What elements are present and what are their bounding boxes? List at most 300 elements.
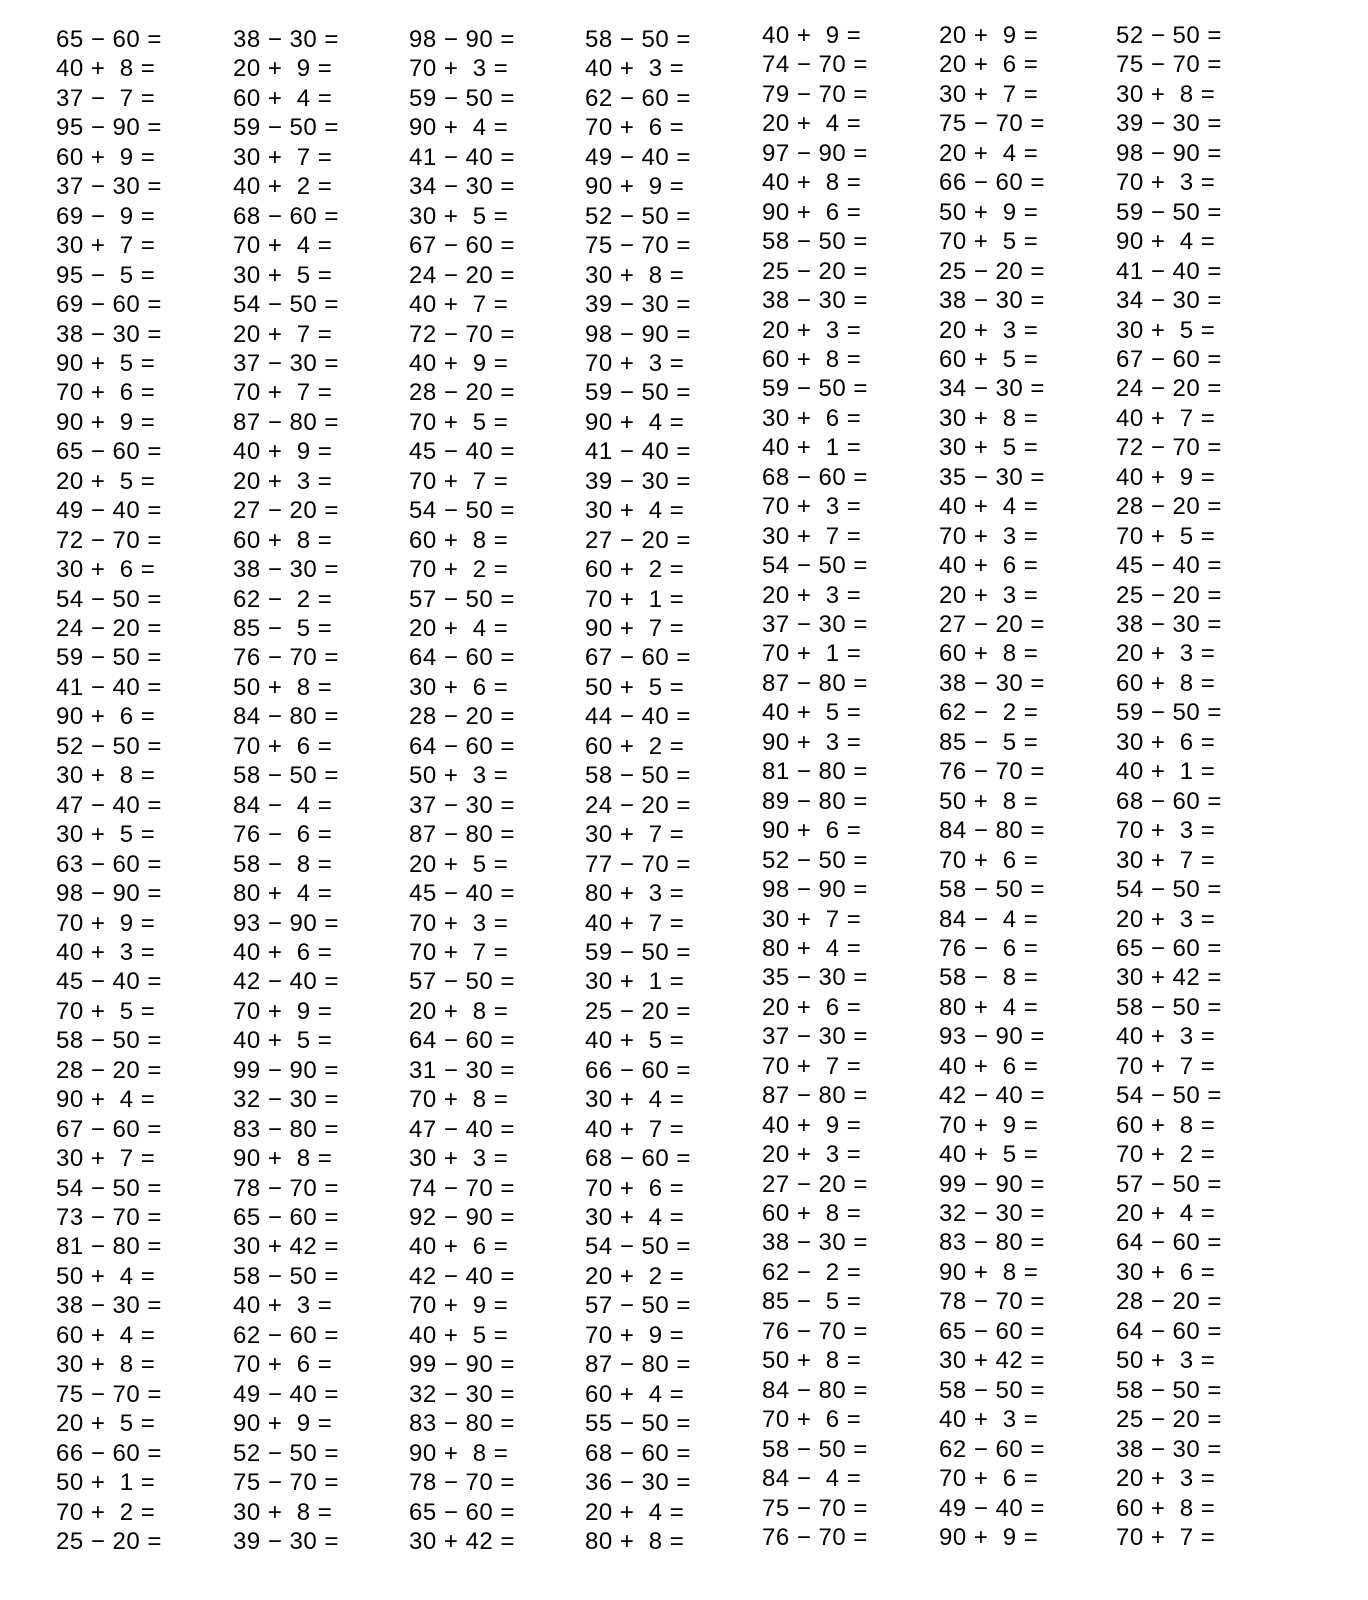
problem-r25-c1: 52 − 50 = xyxy=(56,732,162,760)
problem-r22-c1: 59 − 50 = xyxy=(56,644,162,672)
problem-r6-c5: 40 + 8 = xyxy=(762,169,862,197)
problem-r4-c2: 59 − 50 = xyxy=(233,114,339,142)
problem-r4-c4: 70 + 6 = xyxy=(585,114,685,142)
problem-r21-c2: 85 − 5 = xyxy=(233,615,333,642)
problem-r43-c5: 62 − 2 = xyxy=(762,1258,862,1286)
problem-r42-c6: 83 − 80 = xyxy=(939,1229,1045,1257)
problem-r24-c5: 40 + 5 = xyxy=(762,699,862,727)
problem-r5-c5: 97 − 90 = xyxy=(762,139,868,167)
problem-r8-c4: 75 − 70 = xyxy=(585,232,691,260)
problem-r39-c3: 30 + 3 = xyxy=(409,1145,509,1173)
problem-r7-c6: 50 + 9 = xyxy=(939,198,1039,226)
problem-r51-c4: 20 + 4 = xyxy=(585,1498,685,1526)
problem-r8-c6: 70 + 5 = xyxy=(939,228,1039,256)
problem-r16-c3: 70 + 7 = xyxy=(409,467,509,495)
problem-r26-c5: 81 − 80 = xyxy=(762,758,868,786)
problem-r43-c2: 58 − 50 = xyxy=(233,1262,339,1290)
problem-r30-c4: 80 + 3 = xyxy=(585,880,685,908)
problem-r29-c5: 52 − 50 = xyxy=(762,846,868,874)
problem-r38-c5: 40 + 9 = xyxy=(762,1111,862,1139)
problem-r30-c7: 54 − 50 = xyxy=(1116,876,1222,904)
problem-r18-c6: 70 + 3 = xyxy=(939,522,1039,550)
problem-r6-c2: 40 + 2 = xyxy=(233,173,333,201)
problem-r38-c2: 83 − 80 = xyxy=(233,1115,339,1143)
problem-r8-c3: 67 − 60 = xyxy=(409,232,515,260)
problem-r38-c4: 40 + 7 = xyxy=(585,1115,685,1143)
problem-r41-c3: 92 − 90 = xyxy=(409,1204,515,1231)
problem-r34-c4: 25 − 20 = xyxy=(585,997,691,1025)
problem-r35-c3: 64 − 60 = xyxy=(409,1027,515,1055)
problem-r28-c5: 90 + 6 = xyxy=(762,817,862,845)
problem-r37-c5: 87 − 80 = xyxy=(762,1082,868,1110)
problem-r24-c7: 59 − 50 = xyxy=(1116,699,1222,727)
problem-r14-c4: 90 + 4 = xyxy=(585,408,685,436)
problem-r48-c4: 55 − 50 = xyxy=(585,1410,691,1438)
problem-r50-c1: 50 + 1 = xyxy=(56,1469,156,1497)
problem-r35-c5: 37 − 30 = xyxy=(762,1023,868,1051)
problem-r48-c5: 70 + 6 = xyxy=(762,1406,862,1434)
problem-r7-c3: 30 + 5 = xyxy=(409,202,509,230)
problem-r27-c7: 68 − 60 = xyxy=(1116,787,1222,815)
problem-r4-c5: 20 + 4 = xyxy=(762,110,862,138)
problem-r40-c1: 54 − 50 = xyxy=(56,1174,162,1202)
problem-r47-c3: 32 − 30 = xyxy=(409,1380,515,1408)
problem-r39-c2: 90 + 8 = xyxy=(233,1145,333,1173)
problem-r32-c7: 65 − 60 = xyxy=(1116,934,1222,962)
problem-r19-c2: 38 − 30 = xyxy=(233,556,339,584)
problem-r44-c1: 38 − 30 = xyxy=(56,1292,162,1320)
problem-r36-c3: 31 − 30 = xyxy=(409,1056,515,1084)
problem-r38-c7: 60 + 8 = xyxy=(1116,1111,1216,1139)
problem-r3-c2: 60 + 4 = xyxy=(233,84,333,112)
problem-r9-c1: 95 − 5 = xyxy=(56,261,156,289)
problem-r27-c4: 24 − 20 = xyxy=(585,791,691,819)
problem-r42-c4: 54 − 50 = xyxy=(585,1233,691,1261)
problem-r4-c7: 39 − 30 = xyxy=(1116,110,1222,138)
problem-r5-c3: 41 − 40 = xyxy=(409,143,515,171)
problem-r28-c3: 87 − 80 = xyxy=(409,821,515,849)
problem-r2-c7: 75 − 70 = xyxy=(1116,51,1222,79)
problem-r3-c1: 37 − 7 = xyxy=(56,84,156,112)
problem-r23-c7: 60 + 8 = xyxy=(1116,669,1216,697)
problem-r14-c2: 87 − 80 = xyxy=(233,408,339,436)
problem-r36-c4: 66 − 60 = xyxy=(585,1056,691,1084)
problem-r30-c3: 45 − 40 = xyxy=(409,880,515,908)
problem-r9-c4: 30 + 8 = xyxy=(585,261,685,289)
problem-r39-c5: 20 + 3 = xyxy=(762,1141,862,1169)
problem-r21-c6: 27 − 20 = xyxy=(939,611,1045,638)
problem-r11-c7: 30 + 5 = xyxy=(1116,316,1216,344)
problem-r16-c6: 35 − 30 = xyxy=(939,463,1045,491)
problem-r12-c5: 60 + 8 = xyxy=(762,345,862,373)
problem-r28-c1: 30 + 5 = xyxy=(56,821,156,849)
problem-r25-c5: 90 + 3 = xyxy=(762,728,862,756)
problem-r8-c7: 90 + 4 = xyxy=(1116,228,1216,256)
problem-r47-c4: 60 + 4 = xyxy=(585,1380,685,1408)
problem-r6-c4: 90 + 9 = xyxy=(585,173,685,201)
problem-r39-c4: 68 − 60 = xyxy=(585,1145,691,1173)
problem-r2-c4: 40 + 3 = xyxy=(585,55,685,83)
problem-r14-c3: 70 + 5 = xyxy=(409,408,509,436)
problem-r16-c1: 20 + 5 = xyxy=(56,467,156,495)
problem-r21-c7: 38 − 30 = xyxy=(1116,611,1222,638)
problem-r9-c2: 30 + 5 = xyxy=(233,261,333,289)
problem-r24-c3: 28 − 20 = xyxy=(409,703,515,731)
problem-r1-c5: 40 + 9 = xyxy=(762,22,862,49)
problem-r40-c7: 57 − 50 = xyxy=(1116,1170,1222,1198)
problem-r19-c7: 45 − 40 = xyxy=(1116,552,1222,580)
problem-r32-c3: 70 + 7 = xyxy=(409,938,509,966)
problem-r44-c2: 40 + 3 = xyxy=(233,1292,333,1320)
problem-r42-c2: 30 + 42 = xyxy=(233,1233,339,1261)
problem-r42-c5: 38 − 30 = xyxy=(762,1229,868,1257)
problem-r32-c1: 40 + 3 = xyxy=(56,938,156,966)
problem-r51-c2: 30 + 8 = xyxy=(233,1498,333,1526)
problem-r43-c4: 20 + 2 = xyxy=(585,1262,685,1290)
problem-r1-c3: 98 − 90 = xyxy=(409,26,515,53)
problem-r14-c7: 40 + 7 = xyxy=(1116,404,1216,432)
problem-r33-c7: 30 + 42 = xyxy=(1116,964,1222,992)
problem-r10-c4: 39 − 30 = xyxy=(585,291,691,319)
problem-r46-c3: 99 − 90 = xyxy=(409,1351,515,1379)
problem-r46-c2: 70 + 6 = xyxy=(233,1351,333,1379)
problem-r25-c7: 30 + 6 = xyxy=(1116,728,1216,756)
problem-r50-c7: 20 + 3 = xyxy=(1116,1465,1216,1493)
problem-r20-c5: 20 + 3 = xyxy=(762,581,862,609)
problem-r2-c5: 74 − 70 = xyxy=(762,51,868,79)
problem-r42-c3: 40 + 6 = xyxy=(409,1233,509,1261)
problem-r38-c1: 67 − 60 = xyxy=(56,1115,162,1143)
problem-r32-c2: 40 + 6 = xyxy=(233,938,333,966)
problem-r36-c5: 70 + 7 = xyxy=(762,1052,862,1080)
problem-r49-c1: 66 − 60 = xyxy=(56,1439,162,1467)
problem-r15-c4: 41 − 40 = xyxy=(585,438,691,466)
problem-r49-c7: 38 − 30 = xyxy=(1116,1435,1222,1463)
problem-r30-c5: 98 − 90 = xyxy=(762,876,868,904)
problem-r39-c6: 40 + 5 = xyxy=(939,1141,1039,1169)
problem-r40-c4: 70 + 6 = xyxy=(585,1174,685,1202)
problem-r40-c3: 74 − 70 = xyxy=(409,1174,515,1202)
problem-r43-c7: 30 + 6 = xyxy=(1116,1258,1216,1286)
problem-r12-c4: 70 + 3 = xyxy=(585,349,685,377)
problem-r26-c1: 30 + 8 = xyxy=(56,762,156,790)
problem-r48-c6: 40 + 3 = xyxy=(939,1406,1039,1434)
problem-r29-c7: 30 + 7 = xyxy=(1116,846,1216,874)
problem-r34-c1: 70 + 5 = xyxy=(56,997,156,1025)
problem-r12-c2: 37 − 30 = xyxy=(233,349,339,377)
problem-r11-c6: 20 + 3 = xyxy=(939,316,1039,344)
problem-r5-c4: 49 − 40 = xyxy=(585,143,691,171)
problem-r40-c5: 27 − 20 = xyxy=(762,1170,868,1198)
problem-r52-c1: 25 − 20 = xyxy=(56,1527,162,1555)
problem-r6-c1: 37 − 30 = xyxy=(56,173,162,201)
problem-r1-c2: 38 − 30 = xyxy=(233,26,339,53)
problem-r47-c7: 58 − 50 = xyxy=(1116,1376,1222,1404)
problem-r3-c7: 30 + 8 = xyxy=(1116,80,1216,108)
problem-r49-c4: 68 − 60 = xyxy=(585,1439,691,1467)
problem-r43-c3: 42 − 40 = xyxy=(409,1262,515,1290)
problem-r50-c2: 75 − 70 = xyxy=(233,1469,339,1497)
problem-r5-c6: 20 + 4 = xyxy=(939,139,1039,167)
problem-r9-c7: 41 − 40 = xyxy=(1116,257,1222,285)
problem-r26-c3: 50 + 3 = xyxy=(409,762,509,790)
problem-r1-c6: 20 + 9 = xyxy=(939,22,1039,49)
problem-r30-c2: 80 + 4 = xyxy=(233,880,333,908)
problem-r36-c2: 99 − 90 = xyxy=(233,1056,339,1084)
problem-r36-c1: 28 − 20 = xyxy=(56,1056,162,1084)
problem-r51-c1: 70 + 2 = xyxy=(56,1498,156,1526)
problem-r1-c7: 52 − 50 = xyxy=(1116,22,1222,49)
problem-r23-c2: 50 + 8 = xyxy=(233,673,333,701)
problem-r29-c6: 70 + 6 = xyxy=(939,846,1039,874)
problem-r41-c1: 73 − 70 = xyxy=(56,1204,162,1231)
problem-r37-c1: 90 + 4 = xyxy=(56,1086,156,1114)
problem-r20-c1: 54 − 50 = xyxy=(56,585,162,613)
problem-r31-c7: 20 + 3 = xyxy=(1116,905,1216,933)
problem-r45-c2: 62 − 60 = xyxy=(233,1321,339,1349)
problem-r31-c6: 84 − 4 = xyxy=(939,905,1039,933)
problem-r6-c3: 34 − 30 = xyxy=(409,173,515,201)
problem-r1-c4: 58 − 50 = xyxy=(585,26,691,53)
problem-r4-c6: 75 − 70 = xyxy=(939,110,1045,138)
problem-r36-c7: 70 + 7 = xyxy=(1116,1052,1216,1080)
problem-r32-c5: 80 + 4 = xyxy=(762,934,862,962)
problem-r18-c5: 30 + 7 = xyxy=(762,522,862,550)
problem-r20-c3: 57 − 50 = xyxy=(409,585,515,613)
problem-r35-c2: 40 + 5 = xyxy=(233,1027,333,1055)
problem-r49-c6: 62 − 60 = xyxy=(939,1435,1045,1463)
problem-r46-c4: 87 − 80 = xyxy=(585,1351,691,1379)
problem-r15-c5: 40 + 1 = xyxy=(762,434,862,462)
problem-r15-c7: 72 − 70 = xyxy=(1116,434,1222,462)
problem-r4-c3: 90 + 4 = xyxy=(409,114,509,142)
problem-r12-c6: 60 + 5 = xyxy=(939,345,1039,373)
problem-r17-c6: 40 + 4 = xyxy=(939,493,1039,521)
problem-r21-c1: 24 − 20 = xyxy=(56,615,162,642)
problem-r21-c3: 20 + 4 = xyxy=(409,615,509,642)
problem-r29-c2: 58 − 8 = xyxy=(233,850,333,878)
problem-r16-c2: 20 + 3 = xyxy=(233,467,333,495)
problem-r37-c7: 54 − 50 = xyxy=(1116,1082,1222,1110)
problem-r10-c2: 54 − 50 = xyxy=(233,291,339,319)
problem-r41-c2: 65 − 60 = xyxy=(233,1204,339,1231)
problem-r17-c3: 54 − 50 = xyxy=(409,497,515,525)
problem-r17-c1: 49 − 40 = xyxy=(56,497,162,525)
problem-r30-c6: 58 − 50 = xyxy=(939,876,1045,904)
problem-r14-c6: 30 + 8 = xyxy=(939,404,1039,432)
problem-r52-c5: 76 − 70 = xyxy=(762,1523,868,1551)
problem-r20-c4: 70 + 1 = xyxy=(585,585,685,613)
problem-r49-c5: 58 − 50 = xyxy=(762,1435,868,1463)
problem-r40-c2: 78 − 70 = xyxy=(233,1174,339,1202)
problem-r43-c6: 90 + 8 = xyxy=(939,1258,1039,1286)
problem-r24-c4: 44 − 40 = xyxy=(585,703,691,731)
problem-r8-c1: 30 + 7 = xyxy=(56,232,156,260)
problem-r41-c6: 32 − 30 = xyxy=(939,1200,1045,1227)
problem-r47-c2: 49 − 40 = xyxy=(233,1380,339,1408)
problem-r8-c2: 70 + 4 = xyxy=(233,232,333,260)
problem-r23-c3: 30 + 6 = xyxy=(409,673,509,701)
problem-r50-c3: 78 − 70 = xyxy=(409,1469,515,1497)
problem-r30-c1: 98 − 90 = xyxy=(56,880,162,908)
problem-r10-c3: 40 + 7 = xyxy=(409,291,509,319)
problem-r7-c7: 59 − 50 = xyxy=(1116,198,1222,226)
problem-r52-c6: 90 + 9 = xyxy=(939,1523,1039,1551)
problem-r37-c4: 30 + 4 = xyxy=(585,1086,685,1114)
problem-r4-c1: 95 − 90 = xyxy=(56,114,162,142)
problem-r10-c7: 34 − 30 = xyxy=(1116,287,1222,315)
problem-r2-c6: 20 + 6 = xyxy=(939,51,1039,79)
problem-r31-c3: 70 + 3 = xyxy=(409,909,509,937)
problem-r48-c1: 20 + 5 = xyxy=(56,1410,156,1438)
problem-r51-c3: 65 − 60 = xyxy=(409,1498,515,1526)
problem-r6-c6: 66 − 60 = xyxy=(939,169,1045,197)
problem-r20-c2: 62 − 2 = xyxy=(233,585,333,613)
problem-r37-c3: 70 + 8 = xyxy=(409,1086,509,1114)
problem-r13-c3: 28 − 20 = xyxy=(409,379,515,407)
problem-r39-c1: 30 + 7 = xyxy=(56,1145,156,1173)
problem-r44-c4: 57 − 50 = xyxy=(585,1292,691,1320)
problem-r21-c4: 90 + 7 = xyxy=(585,615,685,642)
problem-r29-c4: 77 − 70 = xyxy=(585,850,691,878)
problem-r22-c3: 64 − 60 = xyxy=(409,644,515,672)
problem-r7-c1: 69 − 9 = xyxy=(56,202,156,230)
problem-r16-c4: 39 − 30 = xyxy=(585,467,691,495)
problem-r45-c6: 65 − 60 = xyxy=(939,1317,1045,1345)
problem-r38-c6: 70 + 9 = xyxy=(939,1111,1039,1139)
problem-r1-c1: 65 − 60 = xyxy=(56,26,162,53)
problem-r7-c2: 68 − 60 = xyxy=(233,202,339,230)
problem-r44-c7: 28 − 20 = xyxy=(1116,1288,1222,1316)
problem-r5-c1: 60 + 9 = xyxy=(56,143,156,171)
problem-r51-c6: 49 − 40 = xyxy=(939,1494,1045,1522)
problem-r43-c1: 50 + 4 = xyxy=(56,1262,156,1290)
problem-r45-c5: 76 − 70 = xyxy=(762,1317,868,1345)
problem-r44-c3: 70 + 9 = xyxy=(409,1292,509,1320)
problem-r48-c3: 83 − 80 = xyxy=(409,1410,515,1438)
problem-r52-c7: 70 + 7 = xyxy=(1116,1523,1216,1551)
problem-r50-c5: 84 − 4 = xyxy=(762,1465,862,1493)
problem-r11-c1: 38 − 30 = xyxy=(56,320,162,348)
problem-r37-c6: 42 − 40 = xyxy=(939,1082,1045,1110)
problem-r14-c5: 30 + 6 = xyxy=(762,404,862,432)
problem-r52-c3: 30 + 42 = xyxy=(409,1527,515,1555)
problem-r20-c6: 20 + 3 = xyxy=(939,581,1039,609)
problem-r52-c4: 80 + 8 = xyxy=(585,1527,685,1555)
problem-r26-c6: 76 − 70 = xyxy=(939,758,1045,786)
problem-r33-c2: 42 − 40 = xyxy=(233,968,339,996)
problem-r22-c4: 67 − 60 = xyxy=(585,644,691,672)
problem-r51-c5: 75 − 70 = xyxy=(762,1494,868,1522)
problem-r46-c1: 30 + 8 = xyxy=(56,1351,156,1379)
problem-r23-c1: 41 − 40 = xyxy=(56,673,162,701)
problem-r35-c7: 40 + 3 = xyxy=(1116,1023,1216,1051)
problem-r25-c3: 64 − 60 = xyxy=(409,732,515,760)
problem-r13-c2: 70 + 7 = xyxy=(233,379,333,407)
problem-r14-c1: 90 + 9 = xyxy=(56,408,156,436)
problem-r52-c2: 39 − 30 = xyxy=(233,1527,339,1555)
problem-r27-c1: 47 − 40 = xyxy=(56,791,162,819)
problem-r10-c1: 69 − 60 = xyxy=(56,291,162,319)
problem-r13-c4: 59 − 50 = xyxy=(585,379,691,407)
problem-r9-c3: 24 − 20 = xyxy=(409,261,515,289)
problem-r28-c6: 84 − 80 = xyxy=(939,817,1045,845)
problem-r32-c4: 59 − 50 = xyxy=(585,938,691,966)
problem-r3-c3: 59 − 50 = xyxy=(409,84,515,112)
problem-r19-c5: 54 − 50 = xyxy=(762,552,868,580)
problem-r23-c4: 50 + 5 = xyxy=(585,673,685,701)
problem-r17-c5: 70 + 3 = xyxy=(762,493,862,521)
problem-r28-c4: 30 + 7 = xyxy=(585,821,685,849)
problem-r35-c4: 40 + 5 = xyxy=(585,1027,685,1055)
problem-r42-c7: 64 − 60 = xyxy=(1116,1229,1222,1257)
problem-r11-c4: 98 − 90 = xyxy=(585,320,691,348)
problem-r51-c7: 60 + 8 = xyxy=(1116,1494,1216,1522)
problem-r34-c6: 80 + 4 = xyxy=(939,993,1039,1021)
problem-r48-c2: 90 + 9 = xyxy=(233,1410,333,1438)
problem-r31-c1: 70 + 9 = xyxy=(56,909,156,937)
problem-r2-c3: 70 + 3 = xyxy=(409,55,509,83)
problem-r49-c2: 52 − 50 = xyxy=(233,1439,339,1467)
problem-r48-c7: 25 − 20 = xyxy=(1116,1406,1222,1434)
problem-r34-c3: 20 + 8 = xyxy=(409,997,509,1025)
problem-r13-c1: 70 + 6 = xyxy=(56,379,156,407)
problem-r47-c5: 84 − 80 = xyxy=(762,1376,868,1404)
problem-r50-c4: 36 − 30 = xyxy=(585,1469,691,1497)
problem-r9-c6: 25 − 20 = xyxy=(939,257,1045,285)
problem-r33-c4: 30 + 1 = xyxy=(585,968,685,996)
problem-r15-c3: 45 − 40 = xyxy=(409,438,515,466)
problem-r27-c5: 89 − 80 = xyxy=(762,787,868,815)
problem-r19-c1: 30 + 6 = xyxy=(56,556,156,584)
problem-r32-c6: 76 − 6 = xyxy=(939,934,1039,962)
problem-r33-c3: 57 − 50 = xyxy=(409,968,515,996)
problem-r23-c5: 87 − 80 = xyxy=(762,669,868,697)
problem-r25-c4: 60 + 2 = xyxy=(585,732,685,760)
problem-r17-c4: 30 + 4 = xyxy=(585,497,685,525)
problem-r7-c4: 52 − 50 = xyxy=(585,202,691,230)
problem-r26-c4: 58 − 50 = xyxy=(585,762,691,790)
problem-r45-c4: 70 + 9 = xyxy=(585,1321,685,1349)
problem-r29-c1: 63 − 60 = xyxy=(56,850,162,878)
problem-r13-c5: 59 − 50 = xyxy=(762,375,868,403)
problem-r47-c1: 75 − 70 = xyxy=(56,1380,162,1408)
problem-r25-c2: 70 + 6 = xyxy=(233,732,333,760)
problem-r21-c5: 37 − 30 = xyxy=(762,611,868,638)
problem-r45-c3: 40 + 5 = xyxy=(409,1321,509,1349)
problem-r28-c7: 70 + 3 = xyxy=(1116,817,1216,845)
problem-r15-c1: 65 − 60 = xyxy=(56,438,162,466)
problem-r12-c7: 67 − 60 = xyxy=(1116,345,1222,373)
problem-r12-c3: 40 + 9 = xyxy=(409,349,509,377)
problem-r31-c5: 30 + 7 = xyxy=(762,905,862,933)
problem-r11-c5: 20 + 3 = xyxy=(762,316,862,344)
problem-r11-c3: 72 − 70 = xyxy=(409,320,515,348)
problem-r31-c4: 40 + 7 = xyxy=(585,909,685,937)
problem-r42-c1: 81 − 80 = xyxy=(56,1233,162,1261)
problem-r27-c3: 37 − 30 = xyxy=(409,791,515,819)
problem-r9-c5: 25 − 20 = xyxy=(762,257,868,285)
problem-r16-c7: 40 + 9 = xyxy=(1116,463,1216,491)
problem-r47-c6: 58 − 50 = xyxy=(939,1376,1045,1404)
problem-r44-c5: 85 − 5 = xyxy=(762,1288,862,1316)
problem-r8-c5: 58 − 50 = xyxy=(762,228,868,256)
problem-r10-c6: 38 − 30 = xyxy=(939,287,1045,315)
problem-r45-c1: 60 + 4 = xyxy=(56,1321,156,1349)
problem-r34-c7: 58 − 50 = xyxy=(1116,993,1222,1021)
problem-r18-c4: 27 − 20 = xyxy=(585,526,691,554)
problem-r15-c2: 40 + 9 = xyxy=(233,438,333,466)
